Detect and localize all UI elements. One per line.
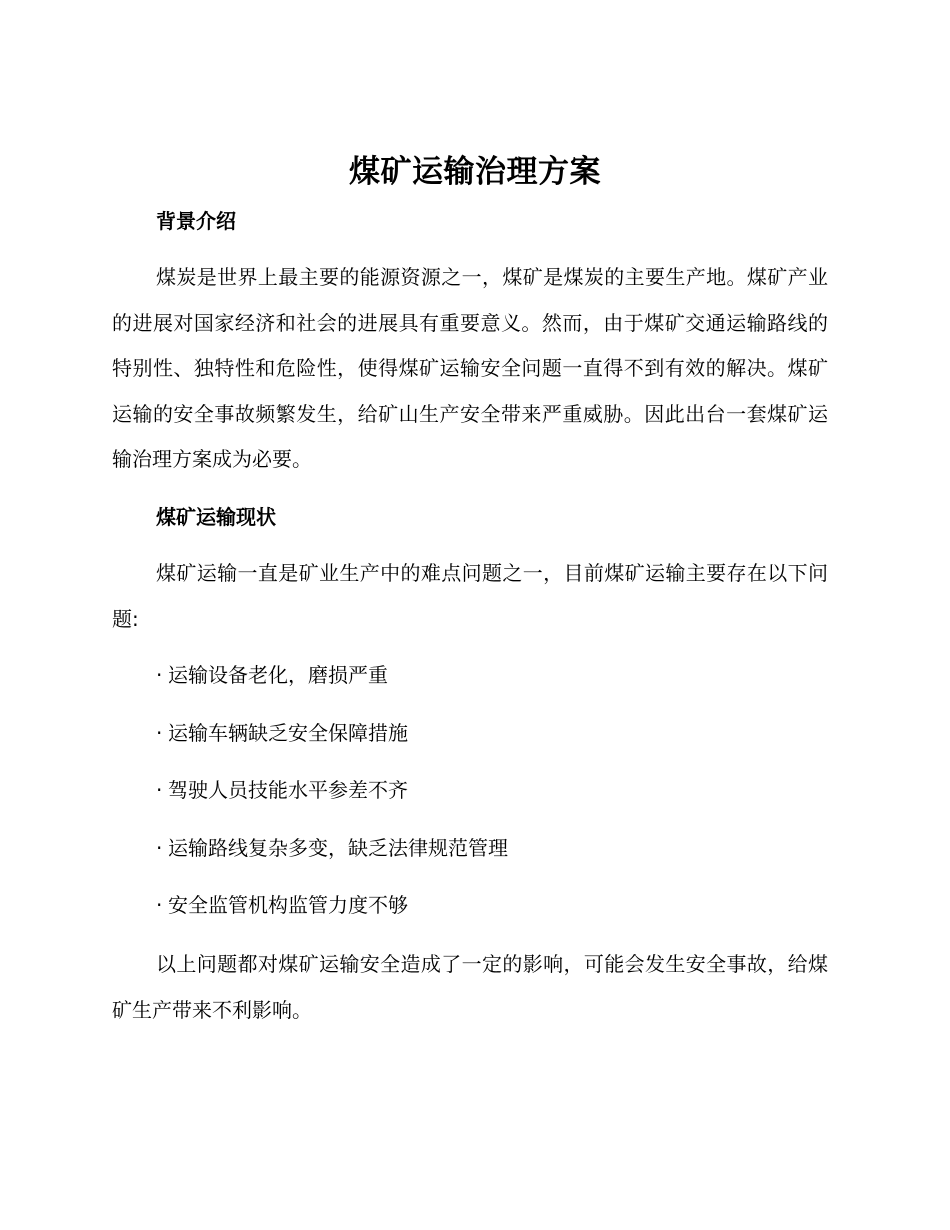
list-item-text: 运输设备老化，磨损严重: [168, 663, 388, 687]
bullet-marker: ·: [156, 893, 163, 917]
bullet-marker: ·: [156, 835, 163, 860]
list-item: [156, 828, 508, 886]
section-heading-status: 煤矿运输现状: [156, 505, 276, 529]
document-title: 煤矿运输治理方案: [349, 154, 601, 190]
section-heading-background: 背景介绍: [156, 209, 236, 233]
status-intro-paragraph: 煤矿运输一直是矿业生产中的难点问题之一，目前煤矿运输主要存在以下问题:: [112, 561, 828, 631]
list-item-text: 安全监管机构监管力度不够: [168, 893, 408, 917]
closing-paragraph: 以上问题都对煤矿运输安全造成了一定的影响，可能会发生安全事故，给煤矿生产带来不利影响。: [112, 952, 828, 1022]
list-item-text: 运输路线复杂多变，缺乏法律规范管理: [168, 835, 508, 860]
list-item: [156, 655, 508, 713]
list-item: [156, 713, 508, 771]
list-item-text: 运输车辆缺乏安全保障措施: [168, 720, 408, 745]
bullet-marker: ·: [156, 720, 163, 745]
problem-list: [156, 655, 508, 943]
bullet-marker: ·: [156, 778, 163, 802]
list-item: [156, 770, 508, 828]
background-paragraph: 煤炭是世界上最主要的能源资源之一，煤矿是煤炭的主要生产地。煤矿产业的进展对国家经济和社会的进展具有重要意义。然而，由于煤矿交通运输路线的特别性、独特性和危险性，使得煤矿运输安全问题一直得不到有效的解决。煤矿运输的安全事故频繁发生，给矿山生产安全带来严重威胁。因此出台一套煤矿运输治理方案成为必要。: [112, 265, 828, 471]
list-item: [156, 885, 508, 943]
list-item-text: 驾驶人员技能水平参差不齐: [168, 778, 408, 802]
bullet-marker: ·: [156, 663, 163, 687]
